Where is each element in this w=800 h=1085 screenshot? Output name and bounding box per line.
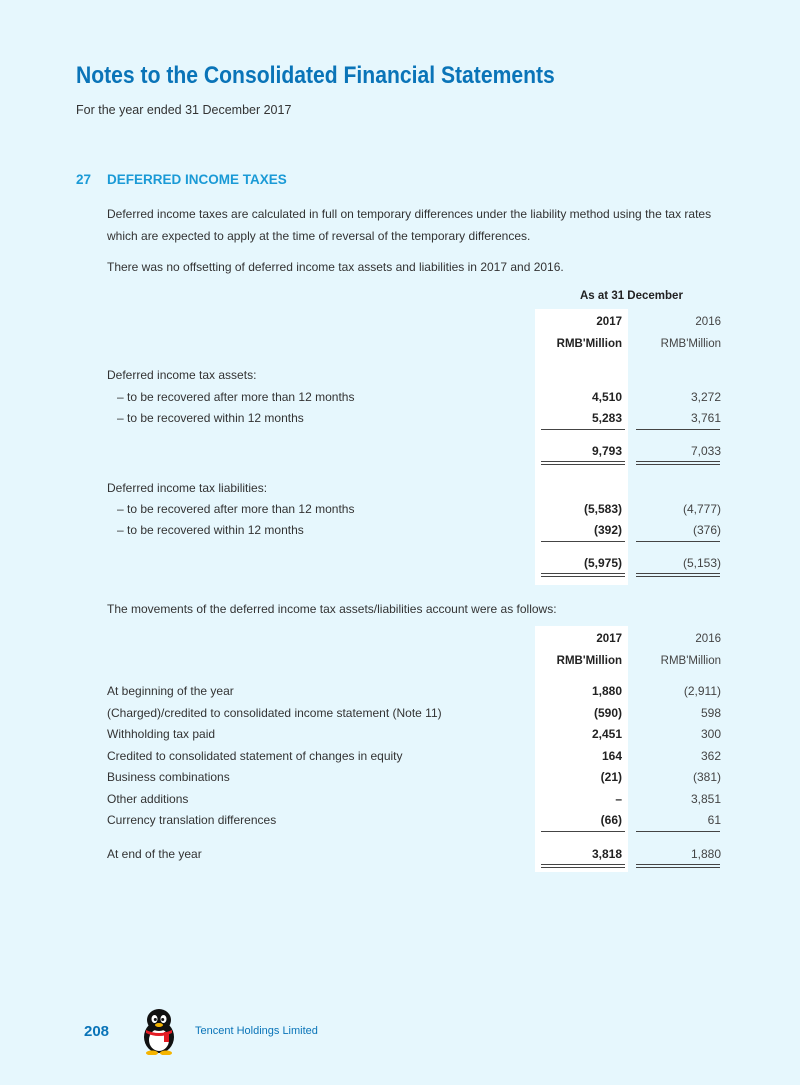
row-label: – to be recovered after more than 12 months bbox=[117, 502, 355, 516]
paragraph-method: Deferred income taxes are calculated in full on temporary differences under the liability method using the tax rates which are expected to apply at the time of reversal of the temporary differences. bbox=[107, 207, 712, 243]
total-2017: (5,975) bbox=[583, 556, 622, 570]
table1-col-2016: 2016 bbox=[695, 316, 721, 328]
row-label: – to be recovered within 12 months bbox=[117, 411, 304, 425]
table2-col-2017: 2017 bbox=[596, 633, 622, 645]
table-row bbox=[107, 705, 727, 721]
double-rule bbox=[636, 867, 720, 868]
row-label: At end of the year bbox=[107, 847, 202, 861]
double-rule bbox=[636, 461, 720, 462]
table2-year-header-row bbox=[107, 631, 727, 647]
total-2017: 3,818 bbox=[591, 847, 622, 861]
value-2017: 5,283 bbox=[591, 411, 622, 425]
value-2017: 164 bbox=[601, 749, 622, 763]
table1-as-at-header: As at 31 December bbox=[580, 290, 683, 302]
double-rule bbox=[541, 864, 625, 865]
table1-col-2017: 2017 bbox=[596, 316, 622, 328]
paragraph-offsetting: There was no offsetting of deferred income tax assets and liabilities in 2017 and 2016. bbox=[107, 260, 564, 274]
value-2017: (66) bbox=[600, 813, 622, 827]
total-2016: 1,880 bbox=[690, 847, 721, 861]
double-rule bbox=[541, 573, 625, 574]
qq-penguin-icon bbox=[140, 1007, 178, 1055]
value-2017: 1,880 bbox=[591, 684, 622, 698]
company-name: Tencent Holdings Limited bbox=[195, 1025, 318, 1037]
row-label: Withholding tax paid bbox=[107, 727, 216, 741]
value-2016: (381) bbox=[692, 770, 721, 784]
total-2017: 9,793 bbox=[591, 444, 622, 458]
section-title: DEFERRED INCOME TAXES bbox=[107, 172, 287, 187]
row-label: Deferred income tax liabilities: bbox=[107, 481, 268, 495]
double-rule bbox=[541, 464, 625, 465]
table1-assets-heading bbox=[107, 367, 727, 383]
row-label: Business combinations bbox=[107, 770, 230, 784]
row-label: – to be recovered within 12 months bbox=[117, 523, 304, 537]
table1-unit-2017: RMB'Million bbox=[556, 338, 622, 350]
page-subtitle: For the year ended 31 December 2017 bbox=[76, 103, 292, 117]
table1-year-header-row bbox=[107, 314, 727, 330]
subtotal-rule bbox=[541, 541, 625, 542]
double-rule bbox=[636, 573, 720, 574]
value-2017: 4,510 bbox=[591, 390, 622, 404]
subtotal-rule bbox=[636, 541, 720, 542]
section-heading bbox=[76, 172, 287, 187]
value-2017: (21) bbox=[600, 770, 622, 784]
table2-unit-2017: RMB'Million bbox=[556, 655, 622, 667]
subtotal-rule bbox=[636, 831, 720, 832]
table1-unit-2016: RMB'Million bbox=[660, 338, 721, 350]
section-number: 27 bbox=[76, 172, 92, 187]
row-label: – to be recovered after more than 12 months bbox=[117, 390, 355, 404]
value-2016: 300 bbox=[700, 727, 721, 741]
double-rule bbox=[636, 464, 720, 465]
table1-liabilities-heading bbox=[107, 480, 727, 496]
table2-end-row bbox=[107, 846, 727, 862]
double-rule bbox=[636, 864, 720, 865]
table-row bbox=[107, 410, 727, 426]
table-row bbox=[107, 812, 727, 828]
double-rule bbox=[636, 576, 720, 577]
subtotal-rule bbox=[541, 429, 625, 430]
value-2016: (376) bbox=[692, 523, 721, 537]
double-rule bbox=[541, 867, 625, 868]
value-2016: (2,911) bbox=[683, 684, 721, 698]
table-row bbox=[107, 522, 727, 538]
value-2016: 362 bbox=[700, 749, 721, 763]
value-2016: 3,761 bbox=[690, 411, 721, 425]
table-row bbox=[107, 748, 727, 764]
row-label: Currency translation differences bbox=[107, 813, 277, 827]
page-number: 208 bbox=[84, 1023, 110, 1040]
row-label: Credited to consolidated statement of changes in equity bbox=[107, 749, 403, 763]
double-rule bbox=[541, 576, 625, 577]
value-2017: – bbox=[615, 792, 622, 806]
row-label: Other additions bbox=[107, 792, 189, 806]
total-2016: (5,153) bbox=[682, 556, 721, 570]
table-row bbox=[107, 389, 727, 405]
table-row bbox=[107, 791, 727, 807]
table1-unit-header-row bbox=[107, 336, 727, 352]
table1-assets-total-row bbox=[107, 443, 727, 459]
value-2016: 3,272 bbox=[690, 390, 721, 404]
table-row bbox=[107, 501, 727, 517]
value-2017: 2,451 bbox=[591, 727, 622, 741]
value-2017: (590) bbox=[593, 706, 622, 720]
double-rule bbox=[541, 461, 625, 462]
value-2017: (392) bbox=[593, 523, 622, 537]
table-row bbox=[107, 726, 727, 742]
table2-unit-2016: RMB'Million bbox=[660, 655, 721, 667]
value-2016: (4,777) bbox=[682, 502, 721, 516]
paragraph-movements: The movements of the deferred income tax assets/liabilities account were as follows: bbox=[107, 602, 557, 616]
row-label: (Charged)/credited to consolidated income statement (Note 11) bbox=[107, 706, 442, 720]
table2-col-2016: 2016 bbox=[695, 633, 721, 645]
value-2016: 3,851 bbox=[690, 792, 721, 806]
table2-unit-header-row bbox=[107, 653, 727, 669]
table1-liabilities-total-row bbox=[107, 555, 727, 571]
subtotal-rule bbox=[636, 429, 720, 430]
value-2017: (5,583) bbox=[583, 502, 622, 516]
table-row bbox=[107, 769, 727, 785]
value-2016: 598 bbox=[700, 706, 721, 720]
value-2016: 61 bbox=[707, 813, 721, 827]
subtotal-rule bbox=[541, 831, 625, 832]
table-row bbox=[107, 683, 727, 699]
row-label: At beginning of the year bbox=[107, 684, 234, 698]
row-label: Deferred income tax assets: bbox=[107, 368, 257, 382]
page-title: Notes to the Consolidated Financial Statements bbox=[76, 62, 555, 89]
total-2016: 7,033 bbox=[690, 444, 721, 458]
